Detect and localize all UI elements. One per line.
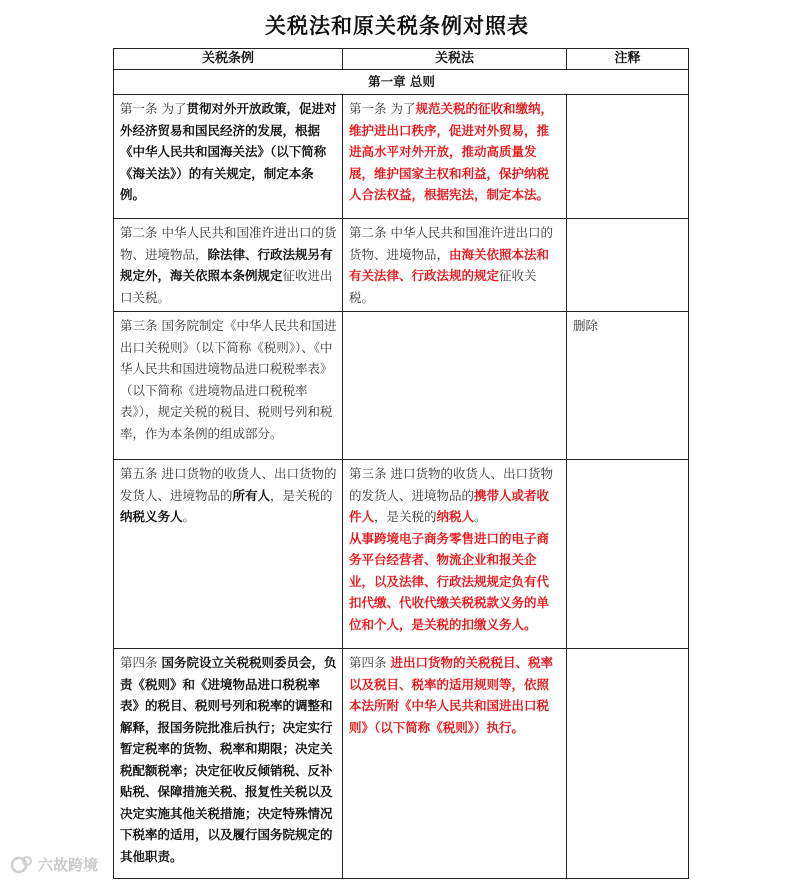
- text-segment: 第二条 中华人民共和国准许进出口的货物、进境物品，: [349, 225, 553, 262]
- watermark-logo-icon: [10, 854, 34, 874]
- comparison-table: [113, 48, 689, 879]
- text-segment: 贯彻对外开放政策，促进对外经济贸易和国民经济的发展，根据《中华人民共和国海关法》（以下简称《海关法》）的有关规定，制定本条例。: [120, 101, 337, 202]
- chapter-title: 第一章 总则: [114, 70, 689, 95]
- text-segment: 纳税人: [436, 509, 475, 524]
- cell-old-regulation: [114, 219, 343, 312]
- cell-new-law: [343, 649, 567, 879]
- text-segment: 携带人或者收件人: [349, 487, 550, 524]
- cell-new-law: [343, 95, 567, 219]
- cell-old-regulation: [114, 649, 343, 879]
- table-row: [114, 95, 689, 219]
- text-segment: 进出口货物的关税税目、税率以及税目、税率的适用规则等，依照本法所附《中华人民共和国进出口税则》（以下简称《税则》）执行。: [349, 655, 553, 735]
- cell-old-regulation: [114, 95, 343, 219]
- text-segment: 第一条 为了: [349, 101, 416, 116]
- text-segment: 第三条 国务院制定《中华人民共和国进出口关税则》（以下简称《税则》）、《中华人民共和国进境物品进口税税率表》（以下简称《进境物品进口税税率表》），规定关税的税目、税则号列和税率，作为本条例的组成部分。: [120, 318, 337, 441]
- cell-note: [567, 95, 689, 219]
- table-row: [114, 219, 689, 312]
- table-row: [114, 312, 689, 460]
- text-segment: ，是关税的: [270, 487, 333, 503]
- text-segment: 第四条: [120, 655, 162, 670]
- text-segment: 由海关依照本法和有关法律、行政法规的规定: [349, 246, 550, 283]
- text-segment: 从事跨境电子商务零售进口的电子商务平台经营者、物流企业和报关企业，以及法律、行政法规规定负有代扣代缴、代收代缴关税税款义务的单位和个人，是关税的扣缴义务人。: [349, 530, 550, 632]
- text-segment: 第五条 进口货物的收货人、出口货物的发货人、进境物品的: [120, 466, 337, 503]
- watermark-text: 六故跨境: [38, 855, 99, 874]
- cell-note: [567, 649, 689, 879]
- table-row: [114, 649, 689, 879]
- text-segment: 。: [182, 509, 196, 524]
- cell-old-regulation: [114, 312, 343, 460]
- text-segment: 所有人: [232, 487, 271, 503]
- text-segment: 第二条 中华人民共和国准许进出口的货物、进境物品，: [120, 225, 337, 262]
- chapter-row: [114, 70, 689, 95]
- header-notes: 注释: [567, 49, 689, 70]
- cell-new-law: [343, 460, 567, 649]
- text-segment: ，是关税的: [374, 509, 437, 524]
- cell-note: [567, 219, 689, 312]
- text-segment: 纳税义务人: [120, 509, 183, 524]
- text-segment: 第三条 进口货物的收货人、出口货物的发货人、进境物品的: [349, 466, 553, 503]
- cell-new-law: [343, 312, 567, 460]
- text-segment: 除法律、行政法规另有规定外，海关依照本条例规定: [120, 246, 333, 283]
- page-title: 关税法和原关税条例对照表: [265, 13, 529, 38]
- header-new-law: 关税法: [343, 49, 567, 70]
- cell-note: 删除: [567, 312, 689, 460]
- header-old-regulation: 关税条例: [114, 49, 343, 70]
- text-segment: 规范关税的征收和缴纳，维护进出口秩序，促进对外贸易，推进高水平对外开放，推动高质量发展，维护国家主权和利益，保护纳税人合法权益，根据宪法，制定本法。: [349, 101, 553, 202]
- cell-note: [567, 460, 689, 649]
- text-segment: 国务院设立关税税则委员会，负责《税则》和《进境物品进口税税率表》的税目、税则号列和税率的调整和解释，报国务院批准后执行；决定实行暂定税率的货物、税率和期限；决定关税配额税率；决定征收反倾销税、反补贴税、保障措施关税、报复性关税以及决定实施其他关税措施；决定特殊情况下税率的适用，以及履行国务院规定的其他职责。: [120, 655, 337, 864]
- table-header-row: [114, 49, 689, 70]
- text-segment: 第一条 为了: [120, 101, 187, 116]
- cell-old-regulation: [114, 460, 343, 649]
- text-segment: 征收关税。: [349, 268, 537, 305]
- text-segment: 。: [474, 509, 487, 524]
- watermark: [10, 852, 98, 876]
- text-segment: 第四条: [349, 655, 391, 670]
- table-row: [114, 460, 689, 649]
- text-segment: 征收进出口关税。: [120, 268, 333, 305]
- cell-new-law: [343, 219, 567, 312]
